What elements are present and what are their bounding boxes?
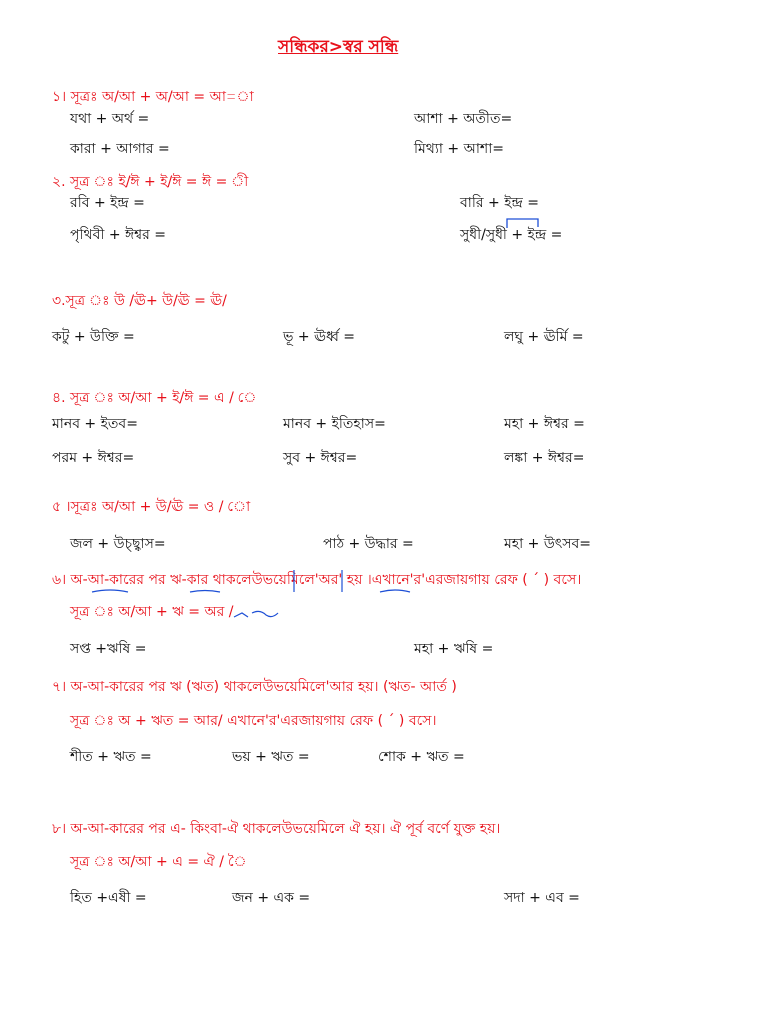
rule-8: ৮। অ-আ-কারের পর এ- কিংবা-ঐ থাকলেউভয়েমিলে ঐ হয়। ঐ পূর্ব বর্ণে যুক্ত হয়।	[52, 821, 501, 837]
example-7b: ভয় + ঋত =	[232, 749, 310, 765]
pen-mark-ref	[232, 607, 280, 623]
rule-6: ৬। অ-আ-কারের পর ঋ-কার থাকলেউভয়েমিলে'অর' হয় ।এখানে'র'এরজায়গায় রেফ ( ´ ) বসে।	[52, 572, 582, 588]
example-8a: হিত +এষী =	[70, 890, 147, 906]
example-3c: লঘু + ঊর্মি =	[504, 329, 584, 345]
example-6b: মহা + ঋষি =	[414, 641, 494, 657]
example-1d: মিথ্যা + আশা=	[414, 141, 504, 157]
example-5b: পাঠ + উদ্ধার =	[323, 536, 414, 552]
example-1c: কারা + আগার =	[70, 141, 170, 157]
example-5c: মহা + উৎসব=	[504, 536, 591, 552]
pen-annotations	[90, 568, 450, 598]
rule-4: ৪. সূত্র ঃ অ/আ + ই/ঈ = এ / ে	[52, 390, 257, 406]
formula-7: সূত্র ঃ অ + ঋত = আর/ এখানে'র'এরজায়গায় রেফ ( ´ ) বসে।	[70, 713, 437, 729]
example-4e: সুব + ঈশ্বর=	[283, 450, 358, 466]
example-2d: সুধী/সুধী + ইন্দ্র =	[460, 227, 563, 243]
example-4b: মানব + ইতিহাস=	[283, 416, 386, 432]
example-1a: যথা + অর্থ =	[70, 111, 150, 127]
example-8b: জন + এক =	[232, 890, 311, 906]
rule-1: ১। সূত্রঃ অ/আ + অ/আ = আ=া	[52, 89, 254, 105]
example-6a: সপ্ত +ঋষি =	[70, 641, 147, 657]
rule-5: ৫ ।সূত্রঃ অ/আ + উ/ঊ = ও / ো	[52, 499, 251, 515]
example-5a: জল + উচ্ছ্বাস=	[70, 536, 166, 552]
example-2c: পৃথিবী + ঈশ্বর =	[70, 227, 167, 243]
rule-3: ৩.সূত্র ঃ উ /ঊ+ উ/ঊ = ঊ/	[52, 293, 227, 309]
example-4d: পরম + ঈশ্বর=	[52, 450, 135, 466]
example-3b: ভূ + ঊর্ধ্ব =	[283, 329, 356, 345]
formula-8: সূত্র ঃ অ/আ + এ = ঐ / ৈ	[70, 854, 247, 870]
example-1b: আশা + অতীত=	[414, 111, 513, 127]
example-7a: শীত + ঋত =	[70, 749, 152, 765]
pen-mark-bracket	[505, 216, 541, 230]
example-8c: সদা + এব =	[504, 890, 580, 906]
rule-2: ২. সূত্র ঃ ই/ঈ + ই/ঈ = ঈ = ী	[52, 174, 249, 190]
example-4c: মহা + ঈশ্বর =	[504, 416, 585, 432]
example-4a: মানব + ইতব=	[52, 416, 138, 432]
example-7c: শোক + ঋত =	[378, 749, 465, 765]
example-3a: কটু + উক্তি =	[52, 329, 135, 345]
example-2b: বারি + ইন্দ্র =	[460, 195, 539, 211]
example-4f: লঙ্কা + ঈশ্বর=	[504, 450, 585, 466]
example-2a: রবি + ইন্দ্র =	[70, 195, 145, 211]
formula-6: সূত্র ঃ অ/আ + ঋ = অর /	[70, 604, 234, 620]
page-title: সন্ধিকর>স্বর সন্ধি	[278, 37, 399, 57]
rule-7: ৭। অ-আ-কারের পর ঋ (ঋত) থাকলেউভয়েমিলে'আর হয়। (ঋত- আর্ত )	[52, 679, 457, 695]
